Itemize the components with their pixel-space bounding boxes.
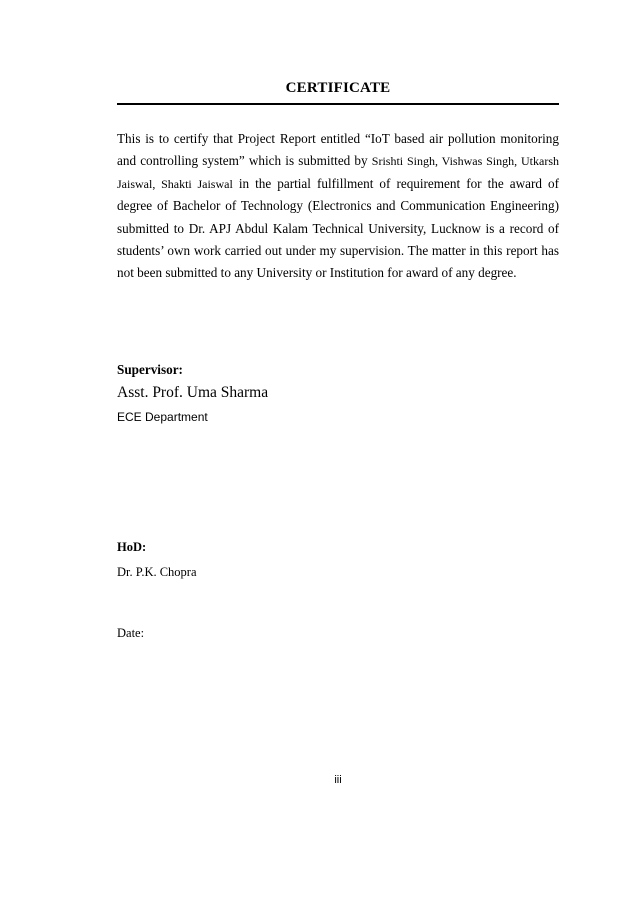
date-label: Date:	[117, 626, 145, 640]
supervisor-department: ECE Department	[117, 410, 208, 424]
page-title: CERTIFICATE	[285, 80, 391, 96]
supervisor-label: Supervisor:	[117, 362, 183, 377]
title-divider	[117, 103, 559, 105]
body-text-part1: This is to certify that Project Report entitled “IoT based air pollution monitoring and controlling system” which is submitted by	[117, 131, 559, 169]
certificate-body	[117, 128, 559, 285]
hod-label: HoD:	[117, 540, 147, 554]
hod-name: Dr. P.K. Chopra	[117, 565, 197, 579]
page-number: iii	[334, 774, 342, 786]
body-text-part2: in the partial fulfillment of requirement for the award of degree of Bachelor of Technology (Electronics and Communication Engineering) submitted to Dr. APJ Abdul Kalam Technical University, Lucknow is a record of students’ own work carried out under my supervision. The matter in this report has not been submitted to any University or Institution for award of any degree.	[117, 175, 559, 281]
student-names: Srishti Singh, Vishwas Singh, Utkarsh Jaiswal, Shakti Jaiswal	[117, 154, 559, 191]
supervisor-name: Asst. Prof. Uma Sharma	[117, 384, 269, 401]
